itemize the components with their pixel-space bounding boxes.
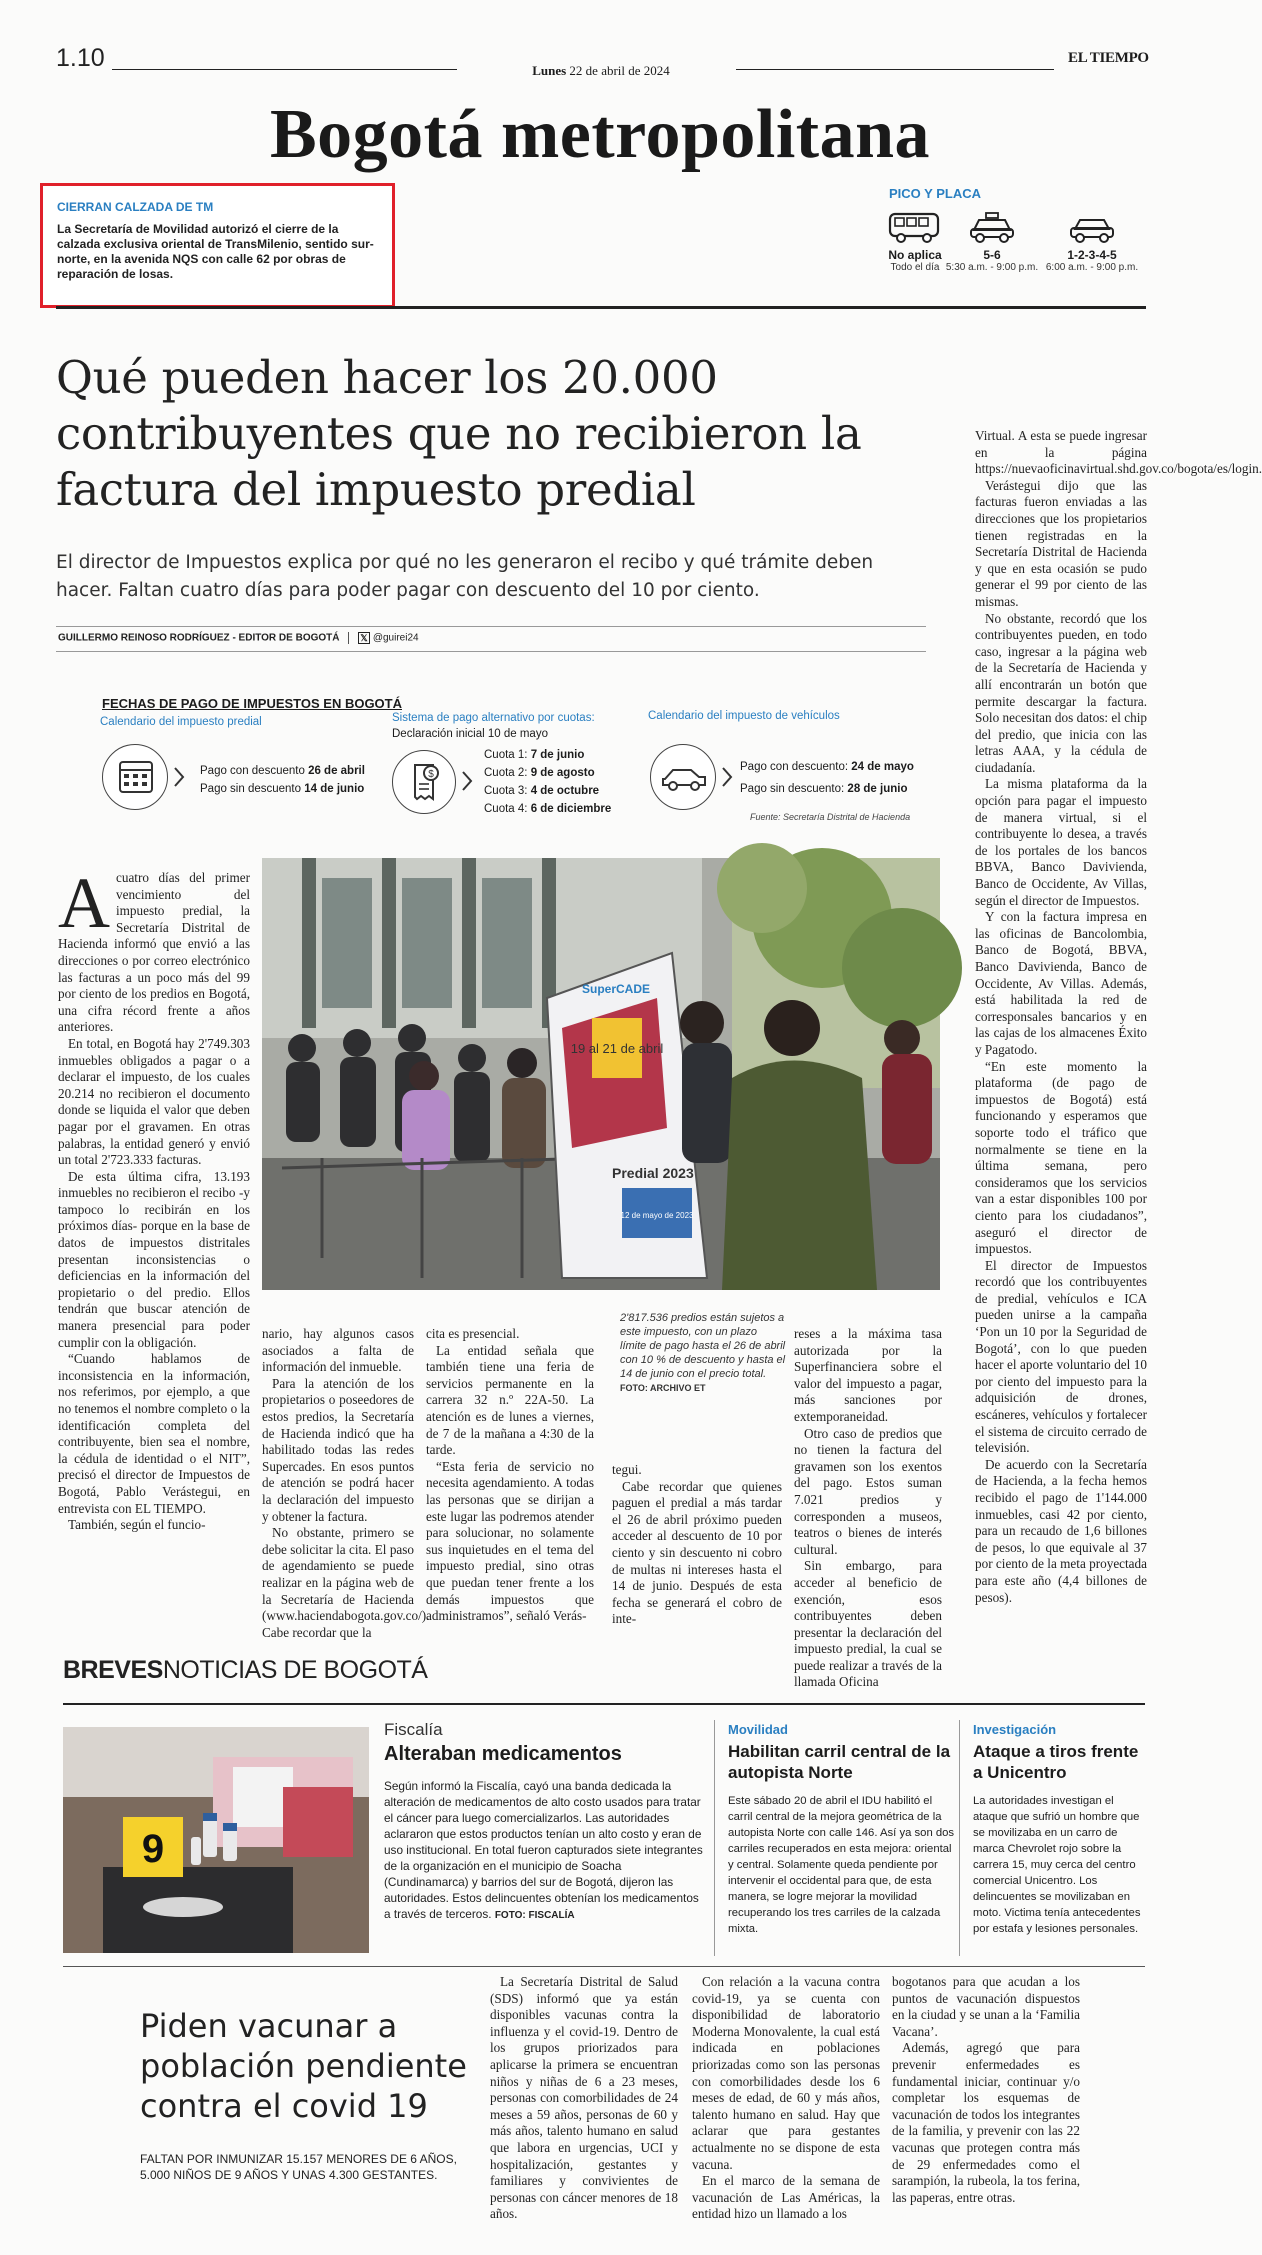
chevron-right-icon: [720, 766, 734, 788]
header-divider: [56, 306, 1146, 309]
paragraph: bogotanos para que acudan a los puntos de vacunación dispuestos en la ciudad y se unan a la ‘Familia Vacana’.: [892, 1974, 1080, 2039]
pico-plates-taxi: 5-6: [983, 248, 1001, 262]
paragraph: Con relación a la vacuna contra covid-19, ya se cuenta con disponibilidad de laboratorio Moderna Monovalente, la cual está indicada en poblaciones priorizadas como son las personas con comorbilidades desde los 6 meses de edad, de 60 y más años, talento humano en salud. Hay que aclarar que para gestantes actualmente no se dispone de esta vacuna.: [692, 1974, 880, 2172]
svg-text:$: $: [428, 769, 434, 780]
predial-full-date: 14 de junio: [304, 783, 365, 795]
infographic-title: FECHAS DE PAGO DE IMPUESTOS EN BOGOTÁ: [102, 696, 402, 711]
byline: [58, 632, 419, 644]
byline-handle[interactable]: @guirei24: [372, 632, 419, 644]
caption-text: 2'817.536 predios están sujetos a este impuesto, con un plazo límite de pago hasta el 26 de abril con 10 % de descuento y hasta el 14 de junio con el precio total.: [620, 1312, 786, 1380]
vehicle-calendar-label: Calendario del impuesto de vehículos: [648, 710, 840, 722]
paragraph: “En este momento la plataforma (de pago de impuestos de Bogotá) está funcionando y esperamos que soporte todo el tráfico que normalmente se tiene en la última semana, pero consideramos que los servicios van a estar disponibles 100 por ciento para los ciudadanos”, aseguró el director de impuestos.: [975, 1058, 1147, 1257]
veh-disc-label: Pago con descuento:: [740, 761, 849, 773]
infographic-source: Fuente: Secretaría Distrital de Hacienda: [750, 812, 911, 822]
top-brief-text: La Secretaría de Movilidad autorizó el cierre de la calzada exclusiva oriental de TransMilenio, sentido sur-norte, en la avenida NQS con calle 62 por obras de reparación de losas.: [57, 222, 374, 281]
queue-scene-image: [262, 858, 940, 1290]
vehicle-dates: [740, 756, 914, 800]
paragraph: nario, hay algunos casos asociados a falta de información del inmueble.: [262, 1326, 414, 1375]
alt-payment-label: Sistema de pago alternativo por cuotas:: [392, 712, 595, 724]
paragraph: De acuerdo con la Secretaría de Hacienda, a la fecha hemos recibido el pago de 1'144.000 inmuebles, casi 42 por ciento, para un recaudo de 1,6 billones de pesos, lo que equivale al 37 por ciento de la meta proyectada para este año (4,4 billones de pesos).: [975, 1456, 1147, 1605]
paragraph: Y con la factura impresa en las oficinas de Bancolombia, Banco de Bogotá, BBVA, Banco Davivienda, Banco de Occidente, Av Villas. Además, está habilitada la red de corresponsales bancarios y en las cajas de los almacenes Éxito y Pagatodo.: [975, 909, 1147, 1057]
veh-full-date: 28 de junio: [847, 783, 908, 795]
predial-disc-date: 26 de abril: [308, 765, 365, 777]
predial-full-label: Pago sin descuento: [200, 783, 302, 795]
breve-fiscalia: [384, 1720, 706, 1924]
breves-divider: [714, 1720, 715, 1956]
breve-title: Ataque a tiros frente a Unicentro: [973, 1742, 1139, 1782]
byline-rule: [56, 626, 926, 627]
paragraph: Además, agregó que para prevenir enfermedades es fundamental iniciar, continuar y/o completar los esquemas de vacunación de todos los integrantes de la familia, y prevenir con las 22 vacunas que protegen contra más de 29 enfermedades como el sarampión, la rubeola, la tos ferina, las paperas, entre otras.: [892, 2040, 1080, 2205]
paragraph: Cabe recordar que quienes paguen el predial a más tardar el 26 de abril próximo pueden acceder al descuento de 10 por ciento y sin descuento ni cobro de multas ni intereses hasta el 14 de junio. Después de esta fecha se generará el cobro de inte-: [612, 1478, 782, 1627]
paragraph: El director de Impuestos recordó que los contribuyentes de predial, vehículos e ICA pueden unirse a la campaña ‘Pon un 10 por la Seguridad de Bogotá’, con lo que pueden hacer el aporte voluntario del 10 por ciento del impuesto para la adquisición de drones, escáneres, vehículos y fortalecer el sistema de circuito cerrado de televisión.: [975, 1257, 1147, 1456]
breves-divider: [959, 1720, 960, 1956]
breve-title: Alteraban medicamentos: [384, 1743, 622, 1765]
veh-full-label: Pago sin descuento:: [740, 783, 845, 795]
evidence-marker: 9: [141, 1827, 165, 1871]
pico-placa-item-car: [1042, 210, 1142, 273]
breve-kicker: Investigación: [973, 1722, 1057, 1737]
section-title: Bogotá metropolitana: [269, 96, 931, 173]
covid-col-3: [892, 1974, 1080, 2206]
receipt-icon-circle: [392, 750, 456, 814]
predial-disc-label: Pago con descuento: [200, 765, 305, 777]
paragraph: “Cuando hablamos de inconsistencia en la información, nos referimos, por ejemplo, a que no tenemos el nombre completo o la identificación completa del contribuyente, bien sea el nombre, la cédula de identidad o el NIT”, precisó el director de Impuestos de Bogotá, Pablo Verástegui, en entrevista con EL TIEMPO.: [58, 1351, 250, 1516]
page-number: 1.10: [56, 44, 105, 72]
article-col-3: [426, 1326, 594, 1625]
photo-caption: [620, 1311, 786, 1395]
photo-sign-deadline: 12 de mayo de 2023: [620, 1211, 694, 1220]
byline-rule-bottom: [56, 651, 926, 652]
supercade-queue-photo: [262, 858, 940, 1290]
byline-separator: [348, 632, 349, 644]
paragraph: Otro caso de predios que no tienen la factura del gravamen son los exentos del pago. Estos suman 7.021 predios y corresponden a museos, teatros o bienes de interés cultural.: [794, 1425, 942, 1557]
x-icon: 𝕏: [358, 632, 370, 644]
breve-kicker: Fiscalía: [384, 1720, 443, 1739]
paragraph: Virtual. A esta se puede ingresar en la página https://nuevaoficinavirtual.shd.gov.co/bogota/es/login.: [975, 428, 1262, 477]
top-brief-kicker: CIERRAN CALZADA DE TM: [57, 200, 214, 214]
brand-logo: EL TIEMPO: [1068, 50, 1149, 66]
veh-disc-date: 24 de mayo: [851, 761, 914, 773]
predial-calendar-label: Calendario del impuesto predial: [100, 716, 262, 728]
paragraph: cita es presencial.: [426, 1326, 520, 1341]
predial-dates: [200, 762, 365, 798]
article-col-5: [794, 1326, 942, 1691]
article-col-2: [262, 1326, 430, 1641]
cuotas-list: [484, 746, 611, 818]
top-brief-box: [40, 183, 395, 308]
cuota-item: Cuota 3: 4 de octubre: [484, 785, 600, 797]
dropcap: A: [58, 863, 110, 943]
paragraph: reses a la máxima tasa autorizada por la Superfinanciera sobre el valor del impuesto a pagar, más sanciones por extemporaneidad.: [794, 1326, 942, 1424]
paragraph: “Esta feria de servicio no necesita agendamiento. A todas las personas que se dirijan a este lugar las podremos atender para solucionar, no solamente sus inquietudes en el tema del impuesto predial, sino otras que puedan tener frente a los demás impuestos que administramos”, señaló Verás-: [426, 1458, 594, 1624]
article-col-1: [58, 863, 250, 1534]
article-headline: Qué pueden hacer los 20.000 contribuyentes que no recibieron la factura del impuesto predial: [56, 351, 862, 516]
paragraph: Verástegui dijo que las facturas fueron enviadas a las direcciones que los propietarios tienen registradas en la Secretaría Distrital de Hacienda y que en esta ocasión se pudo generar el 99 por ciento de las mismas.: [975, 477, 1147, 609]
masthead-rule-left: [112, 69, 457, 70]
byline-author: GUILLERMO REINOSO RODRÍGUEZ - EDITOR DE BOGOTÁ: [58, 632, 340, 644]
paragraph: En el marco de la semana de vacunación de Las Américas, la entidad hizo un llamado a los: [692, 2173, 880, 2222]
pico-plates-car: 1-2-3-4-5: [1067, 248, 1117, 262]
car-icon: [1067, 210, 1117, 244]
covid-subhead: FALTAN POR INMUNIZAR 15.157 MENORES DE 6 AÑOS, 5.000 NIÑOS DE 9 AÑOS Y UNAS 4.300 GESTANTES.: [140, 2152, 457, 2182]
date-day: Lunes: [532, 63, 567, 78]
paragraph: La Secretaría Distrital de Salud (SDS) informó que ya están disponibles vacunas contra la influenza y el covid-19. Dentro de los grupos priorizados para aplicarse la primera se encuentran niños y niñas de 6 a 23 meses, personas con comorbilidades de 24 meses a 59 años, personas de 60 y más años, talento humano en salud que labora en urgencias, UCI y hospitalización, gestantes y familiares y convivientes de personas con cáncer menores de 18 años.: [490, 1974, 678, 2222]
photo-sign-predial: Predial 2023: [612, 1165, 694, 1181]
medicines-image: [63, 1727, 369, 1953]
article-deck: El director de Impuestos explica por qué no les generaron el recibo y qué trámite deben hacer. Faltan cuatro días para poder pagar con descuento del 10 por ciento.: [56, 552, 874, 601]
calendar-icon: [103, 745, 169, 811]
paragraph: tegui.: [612, 1462, 642, 1477]
breves-rule: [63, 1703, 1145, 1705]
cuota-item: Cuota 4: 6 de diciembre: [484, 803, 612, 815]
cuota-item: Cuota 1: 7 de junio: [484, 749, 585, 761]
covid-top-rule: [63, 1966, 1145, 1967]
breves-label-bold: BREVES: [63, 1656, 163, 1684]
pico-plates-bus: No aplica: [888, 248, 942, 262]
masthead-date: [516, 63, 686, 79]
chevron-right-icon: [460, 770, 474, 792]
receipt-icon: [393, 751, 457, 815]
article-col-4: [612, 1462, 782, 1628]
pico-hours-taxi: 5:30 a.m. - 9:00 p.m.: [945, 262, 1039, 273]
paragraph: En total, en Bogotá hay 2'749.303 inmuebles obligados a pagar o a declarar el impuesto, de los cuales 20.214 no recibieron el documento donde se liquida el valor que deben pagar por el gravamen. En otras palabras, la entidad generó y envió un total 2'723.333 facturas.: [58, 1035, 250, 1168]
chevron-right-icon: [172, 766, 186, 788]
covid-col-1: [490, 1974, 678, 2223]
breve-investigacion: [973, 1722, 1149, 1937]
calendar-icon-circle: [102, 744, 168, 810]
car-icon: [651, 745, 717, 811]
breve-movilidad: [728, 1722, 956, 1937]
breve-title: Habilitan carril central de la autopista Norte: [728, 1742, 951, 1782]
breve-kicker: Movilidad: [728, 1722, 788, 1737]
pico-hours-bus: Todo el día: [890, 262, 940, 273]
breves-header: [63, 1656, 427, 1685]
photo-sign-brand: SuperCADE: [582, 982, 651, 996]
covid-col-2: [692, 1974, 880, 2223]
breve-text: La autoridades investigan el ataque que sufrió un hombre que se movilizaba en un carro de marca Chevrolet rojo sobre la carrera 15, muy cerca del centro comercial Unicentro. Los delincuentes se movilizaban en moto. Victima tenía antecedentes por estafa y lesiones personales.: [973, 1795, 1141, 1935]
vehicle-icon-circle: [650, 744, 716, 810]
paragraph: cuatro días del primer vencimiento del impuesto predial, la Secretaría Distrital de Hacienda informó que envió a las direcciones o por correo electrónico las facturas a un poco más del 99 por ciento de los predios en Bogotá, una cifra récord frente a años anteriores.: [58, 870, 250, 1035]
paragraph: La misma plataforma da la opción para pagar el impuesto de manera virtual, si el contribuyente lo desea, a través de los portales de los bancos BBVA, Banco Davivienda, Banco de Occidente, Av Villas, según el director de Impuestos.: [975, 776, 1147, 908]
cuota-item: Cuota 2: 9 de agosto: [484, 767, 595, 779]
pico-placa-item-taxi: [940, 210, 1044, 273]
paragraph: No obstante, recordó que los contribuyentes pueden, en todo caso, ingresar a la página web de la Secretaría de Hacienda y allí encontrarán un botón que permite descargar la factura. Solo necesitan dos datos: el chip del predio, que inicia con las letras AAA, y la cédula de ciudadanía.: [975, 610, 1147, 775]
breve-credit: FOTO: FISCALÍA: [494, 1910, 575, 1921]
date-rest: 22 de abril de 2024: [569, 63, 670, 78]
bus-icon: [887, 210, 943, 244]
breves-label-light: NOTICIAS DE BOGOTÁ: [162, 1656, 428, 1684]
breve-text: Según informó la Fiscalía, cayó una banda dedicada la alteración de medicamentos de alto costo usados para tratar el cáncer para luego comercializarlos. Las autoridades aclararon que estos productos tenían un alto costo y eran de uso institucional. En total fueron capturados siete integrantes de la organización en el municipio de Soacha (Cundinamarca) y barrios del sur de Bogotá, dijeron las autoridades. Estos delincuentes obtenían los medicamentos a través de terceros. FOTO: FISCALÍA: [384, 1779, 703, 1921]
taxi-icon: [967, 210, 1017, 244]
paragraph: Para la atención de los propietarios o poseedores de estos predios, la Secretaría de Hacienda indicó que ha habilitado todas las redes Supercades. En esos puntos de atención se podrá hacer la declaración del impuesto y obtener la factura.: [262, 1375, 414, 1524]
paragraph: Sin embargo, para acceder al beneficio de exención, esos contribuyentes deben presentar la declaración del impuesto predial, la cual se puede realizar a través de la llamada Oficina: [794, 1558, 942, 1690]
fiscalia-photo: [63, 1727, 369, 1953]
article-col-6: [975, 428, 1262, 1606]
tax-calendar-infographic: [56, 690, 936, 830]
paragraph: De esta última cifra, 13.193 inmuebles no recibieron el recibo -y tampoco lo recibirán en los próximos días- porque en la base de datos de impuestos distritales presentan inconsistencias o deficiencias en la información del propietario o del predio. Ellos tendrán que buscar atención de manera presencial para poder cumplir con la obligación.: [58, 1168, 250, 1350]
paragraph: La entidad señala que también tiene una feria de servicios permanente en la carrera 32 n.º 22A-50. La atención es de lunes a viernes, de 7 de la mañana a 4:30 de la tarde.: [426, 1342, 594, 1458]
alt-payment-sub: Declaración inicial 10 de mayo: [392, 728, 548, 740]
masthead-rule-right: [736, 69, 1054, 70]
paragraph: También, según el funcio-: [68, 1517, 206, 1533]
paragraph: No obstante, primero se debe solicitar la cita. El paso de agendamiento se puede realizar en la página web de la Secretaría de Hacienda (www.haciendabogota.gov.co/). Cabe recordar que la: [262, 1525, 430, 1640]
pico-hours-car: 6:00 a.m. - 9:00 p.m.: [1045, 262, 1139, 273]
breve-text: Este sábado 20 de abril el IDU habilitó el carril central de la mejora geométrica de la autopista Norte con calle 146. Así ya son dos carriles recuperados en esta mejora: oriental y central. Solamente queda pendiente por intervenir el occidental para que, de esta manera, se logre mejorar la movilidad recuperando los tres carriles de la calzada mixta.: [728, 1795, 955, 1935]
pico-placa-title: PICO Y PLACA: [889, 186, 981, 201]
caption-credit: FOTO: ARCHIVO ET: [620, 1383, 706, 1393]
covid-headline: Piden vacunar a población pendiente contra el covid 19: [140, 2007, 467, 2125]
photo-sign-dates: 19 al 21 de abril: [570, 1041, 664, 1056]
